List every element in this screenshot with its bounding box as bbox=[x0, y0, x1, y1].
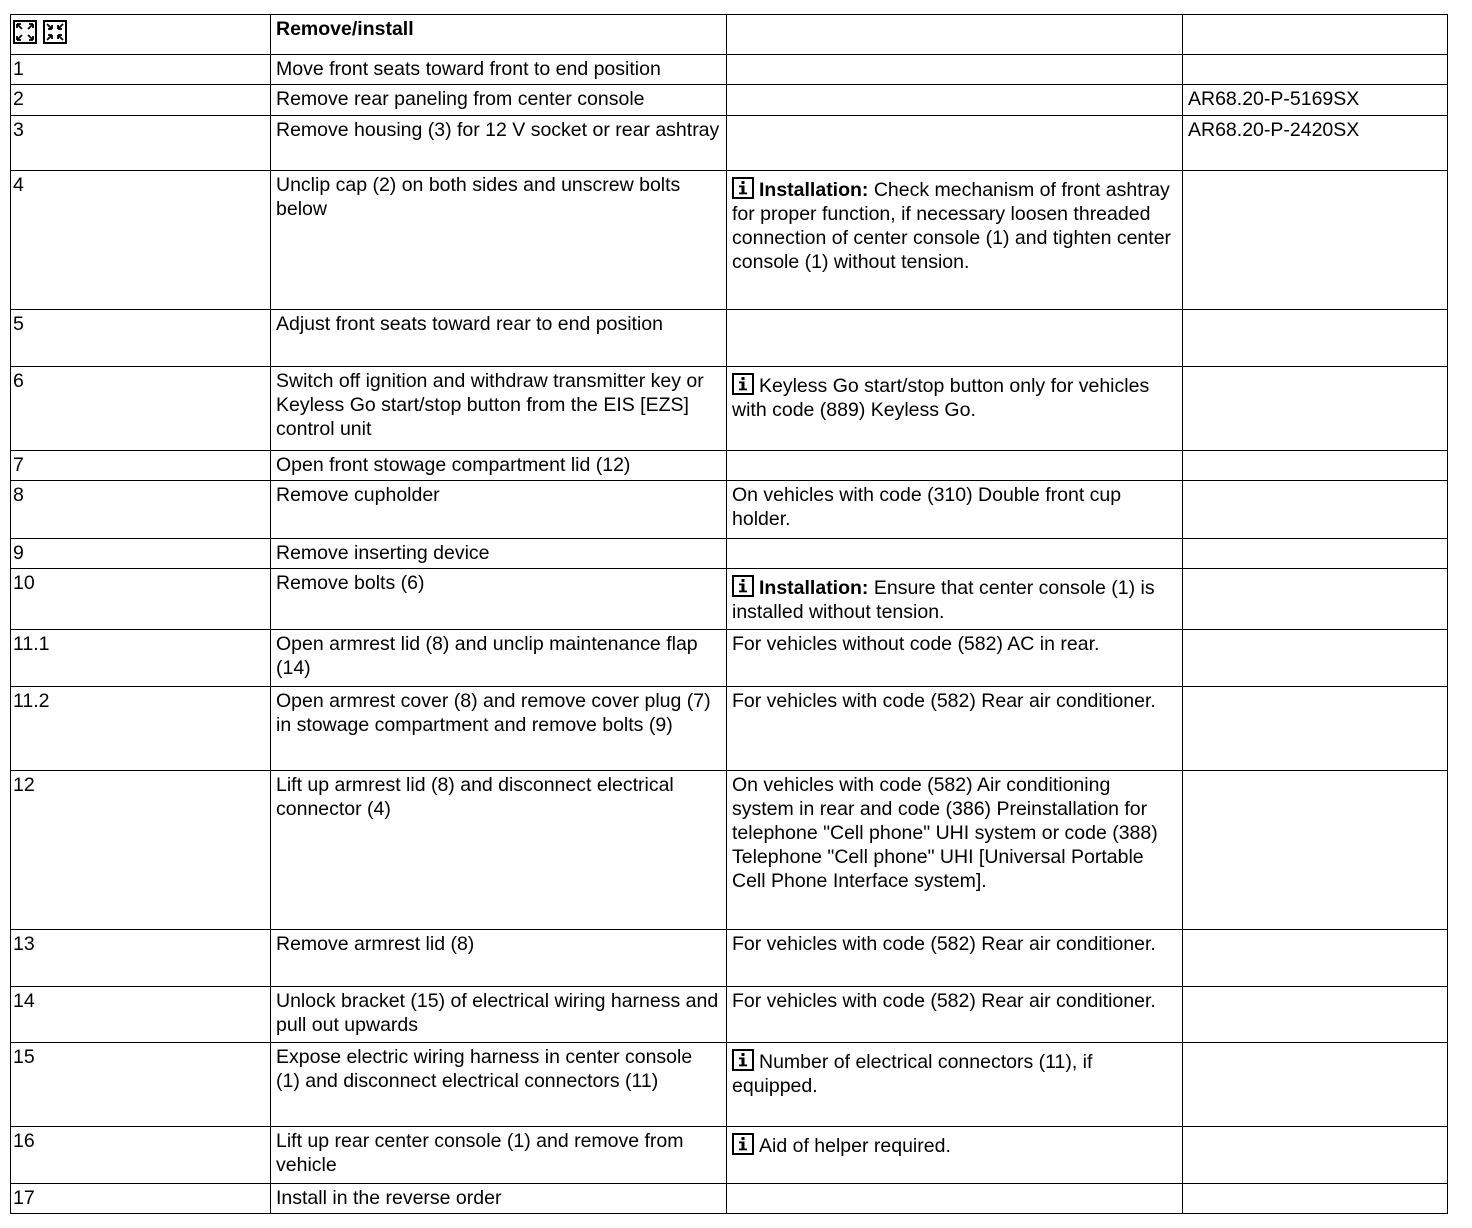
step-number: 7 bbox=[11, 451, 271, 481]
step-reference bbox=[1183, 630, 1448, 687]
step-reference bbox=[1183, 1043, 1448, 1127]
note-label: Installation: bbox=[759, 179, 869, 201]
step-row bbox=[11, 930, 1448, 987]
step-row bbox=[11, 687, 1448, 771]
step-note-cell bbox=[727, 1184, 1183, 1214]
note-text: On vehicles with code (582) Air conditioning system in rear and code (386) Preinstallation for telephone "Cell phone" UHI system or code (388) Telephone "Cell phone" UHI [Universal Portable Cell Phone Interface system]. bbox=[732, 774, 1158, 892]
header-icons-cell bbox=[11, 15, 271, 55]
step-note-cell bbox=[727, 771, 1183, 930]
step-action: Open front stowage compartment lid (12) bbox=[271, 451, 727, 481]
step-number: 4 bbox=[11, 171, 271, 310]
step-action: Move front seats toward front to end position bbox=[271, 55, 727, 85]
note-text: For vehicles without code (582) AC in rear. bbox=[732, 633, 1100, 655]
step-row bbox=[11, 481, 1448, 539]
step-number: 9 bbox=[11, 539, 271, 569]
note-text: Check mechanism of front ashtray for proper function, if necessary loosen threaded connection of center console (1) and tighten center console (1) without tension. bbox=[732, 179, 1172, 273]
step-action: Open armrest cover (8) and remove cover plug (7) in stowage compartment and remove bolts (9) bbox=[271, 687, 727, 771]
step-note-cell bbox=[727, 55, 1183, 85]
step-action: Unclip cap (2) on both sides and unscrew bolts below bbox=[271, 171, 727, 310]
step-note bbox=[732, 774, 1158, 892]
note-text: For vehicles with code (582) Rear air conditioner. bbox=[732, 933, 1156, 955]
step-note-cell bbox=[727, 116, 1183, 171]
step-reference bbox=[1183, 55, 1448, 85]
step-row bbox=[11, 85, 1448, 116]
note-text: For vehicles with code (582) Rear air conditioner. bbox=[732, 690, 1156, 712]
step-note bbox=[732, 571, 1177, 624]
page-title: Remove/install bbox=[276, 18, 414, 40]
step-note-cell bbox=[727, 367, 1183, 451]
step-reference[interactable]: AR68.20-P-5169SX bbox=[1183, 85, 1448, 116]
note-label: Installation: bbox=[759, 577, 869, 599]
step-action: Remove cupholder bbox=[271, 481, 727, 539]
step-note-cell bbox=[727, 481, 1183, 539]
step-row bbox=[11, 171, 1448, 310]
step-note-cell bbox=[727, 930, 1183, 987]
step-note bbox=[732, 369, 1177, 422]
note-text: Ensure that center console (1) is installed without tension. bbox=[732, 577, 1155, 623]
info-icon bbox=[732, 1133, 754, 1155]
step-reference bbox=[1183, 687, 1448, 771]
step-reference[interactable]: AR68.20-P-2420SX bbox=[1183, 116, 1448, 171]
step-number: 14 bbox=[11, 987, 271, 1043]
step-reference bbox=[1183, 930, 1448, 987]
step-note bbox=[732, 1045, 1177, 1098]
step-note-cell bbox=[727, 451, 1183, 481]
collapse-all-icon[interactable] bbox=[43, 20, 67, 44]
step-row bbox=[11, 771, 1448, 930]
note-text: Keyless Go start/stop button only for vehicles with code (889) Keyless Go. bbox=[732, 375, 1150, 421]
expand-all-icon[interactable] bbox=[13, 20, 37, 44]
procedure-table bbox=[10, 14, 1448, 1214]
step-reference bbox=[1183, 771, 1448, 930]
step-reference bbox=[1183, 539, 1448, 569]
step-note-cell bbox=[727, 687, 1183, 771]
step-row bbox=[11, 451, 1448, 481]
step-row bbox=[11, 987, 1448, 1043]
step-note-cell bbox=[727, 310, 1183, 367]
step-note-cell bbox=[727, 539, 1183, 569]
step-note-cell bbox=[727, 987, 1183, 1043]
step-action: Install in the reverse order bbox=[271, 1184, 727, 1214]
step-reference bbox=[1183, 1127, 1448, 1184]
step-reference bbox=[1183, 481, 1448, 539]
step-number: 5 bbox=[11, 310, 271, 367]
step-note bbox=[732, 1129, 1177, 1158]
step-number: 6 bbox=[11, 367, 271, 451]
step-note bbox=[732, 933, 1156, 955]
header-title bbox=[271, 15, 727, 55]
step-note bbox=[732, 690, 1156, 712]
step-action: Switch off ignition and withdraw transmitter key or Keyless Go start/stop button from the EIS [EZS] control unit bbox=[271, 367, 727, 451]
step-number: 2 bbox=[11, 85, 271, 116]
step-action: Remove armrest lid (8) bbox=[271, 930, 727, 987]
step-row bbox=[11, 1127, 1448, 1184]
step-number: 15 bbox=[11, 1043, 271, 1127]
step-action: Lift up armrest lid (8) and disconnect electrical connector (4) bbox=[271, 771, 727, 930]
info-icon bbox=[732, 1049, 754, 1071]
step-note-cell bbox=[727, 569, 1183, 630]
info-icon bbox=[732, 373, 754, 395]
step-note-cell bbox=[727, 1043, 1183, 1127]
step-row bbox=[11, 367, 1448, 451]
step-note bbox=[732, 484, 1121, 530]
step-number: 1 bbox=[11, 55, 271, 85]
step-action: Unlock bracket (15) of electrical wiring harness and pull out upwards bbox=[271, 987, 727, 1043]
step-note-cell bbox=[727, 630, 1183, 687]
step-reference bbox=[1183, 171, 1448, 310]
step-number: 12 bbox=[11, 771, 271, 930]
step-number: 16 bbox=[11, 1127, 271, 1184]
step-note bbox=[732, 633, 1099, 655]
step-note-cell bbox=[727, 171, 1183, 310]
header-row bbox=[11, 15, 1448, 55]
step-action: Remove inserting device bbox=[271, 539, 727, 569]
step-note bbox=[732, 173, 1177, 274]
step-note bbox=[732, 990, 1156, 1012]
step-action: Remove housing (3) for 12 V socket or rear ashtray bbox=[271, 116, 727, 171]
step-row bbox=[11, 55, 1448, 85]
note-text: Number of electrical connectors (11), if equipped. bbox=[732, 1051, 1093, 1097]
step-number: 11.2 bbox=[11, 687, 271, 771]
step-number: 17 bbox=[11, 1184, 271, 1214]
step-number: 13 bbox=[11, 930, 271, 987]
step-action: Adjust front seats toward rear to end position bbox=[271, 310, 727, 367]
note-text: Aid of helper required. bbox=[759, 1135, 951, 1157]
step-action: Expose electric wiring harness in center console (1) and disconnect electrical connectors (11) bbox=[271, 1043, 727, 1127]
step-action: Open armrest lid (8) and unclip maintenance flap (14) bbox=[271, 630, 727, 687]
step-action: Remove rear paneling from center console bbox=[271, 85, 727, 116]
header-empty-cell bbox=[727, 15, 1183, 55]
step-number: 10 bbox=[11, 569, 271, 630]
step-reference bbox=[1183, 1184, 1448, 1214]
info-icon bbox=[732, 575, 754, 597]
step-action: Lift up rear center console (1) and remove from vehicle bbox=[271, 1127, 727, 1184]
step-number: 3 bbox=[11, 116, 271, 171]
note-text: On vehicles with code (310) Double front cup holder. bbox=[732, 484, 1122, 530]
step-row bbox=[11, 1184, 1448, 1214]
header-empty-cell bbox=[1183, 15, 1448, 55]
step-row bbox=[11, 310, 1448, 367]
step-action: Remove bolts (6) bbox=[271, 569, 727, 630]
step-row bbox=[11, 539, 1448, 569]
note-text: For vehicles with code (582) Rear air conditioner. bbox=[732, 990, 1156, 1012]
step-row bbox=[11, 630, 1448, 687]
step-reference bbox=[1183, 987, 1448, 1043]
step-number: 11.1 bbox=[11, 630, 271, 687]
info-icon bbox=[732, 177, 754, 199]
step-row bbox=[11, 116, 1448, 171]
step-row bbox=[11, 569, 1448, 630]
step-reference bbox=[1183, 367, 1448, 451]
step-reference bbox=[1183, 310, 1448, 367]
step-number: 8 bbox=[11, 481, 271, 539]
step-note-cell bbox=[727, 1127, 1183, 1184]
step-row bbox=[11, 1043, 1448, 1127]
step-reference bbox=[1183, 569, 1448, 630]
step-note-cell bbox=[727, 85, 1183, 116]
step-reference bbox=[1183, 451, 1448, 481]
